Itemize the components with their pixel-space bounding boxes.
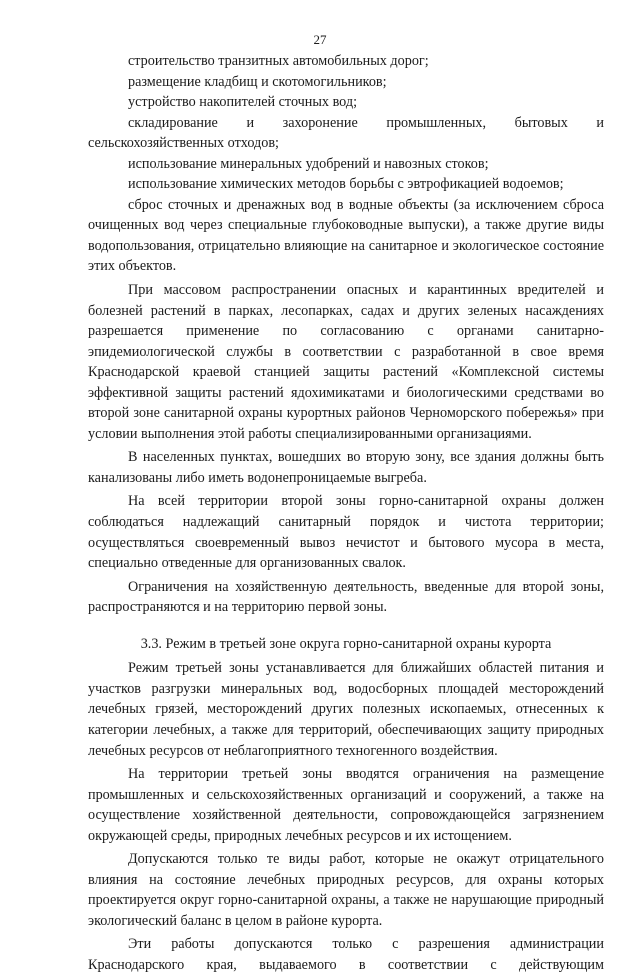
paragraph: Эти работы допускаются только с разрешения администрации Краснодарского края, выдаваемого в соответствии с действующим xyxy=(88,936,604,973)
document-body xyxy=(88,51,604,976)
paragraph: Ограничения на хозяйственную деятельность, введенные для второй зоны, распространяются и на территорию первой зоны. xyxy=(88,578,604,616)
paragraph: В населенных пунктах, вошедших во вторую зону, все здания должны быть канализованы либо иметь водонепроницаемые выгреба. xyxy=(88,449,604,486)
paragraph: Режим третьей зоны устанавливается для ближайших областей питания и участков разгрузки минеральных вод, водосборных площадей месторождений лечебных грязей, месторождений других полезных ископаемых, отнесенных к категории лечебных, а также для территорий, обеспечивающих защиту природных лечебных ресурсов от неблагоприятного техногенного воздействия. xyxy=(88,660,604,759)
paragraph: При массовом распространении опасных и карантинных вредителей и болезней растений в парках, лесопарках, садах и других зеленых насаждениях разрешается применение по согласованию с органами санитарно-эпидемиологической службы в соответствии с разработанной в свое время Краснодарской краевой станцией защиты растений «Комплексной системы эффективной защиты растений ядохимикатами и биологическими средствами во второй зоне санитарной охраны курортных районов Черноморского побережья» при условии выполнения этой работы специализированными организациями. xyxy=(88,282,604,442)
paragraph: На территории третьей зоны вводятся ограничения на размещение промышленных и сельскохозяйственных организаций и сооружений, а также на осуществление хозяйственной деятельности, сопровождающейся загрязнением окружающей среды, природных лечебных ресурсов и их истощением. xyxy=(88,766,604,844)
list-item: складирование и захоронение промышленных, бытовых и сельскохозяйственных отходов; xyxy=(88,114,604,152)
paragraph: На всей территории второй зоны горно-санитарной охраны должен соблюдаться надлежащий санитарный порядок и чистота территории; осуществляться своевременный вывоз нечистот и бытового мусора в места, специально отведенные для организованных свалок. xyxy=(88,493,604,572)
section-heading: 3.3. Режим в третьей зоне округа горно-санитарной охраны курорта xyxy=(140,635,552,652)
list-item: использование минеральных удобрений и навозных стоков; xyxy=(128,155,489,172)
list-item: сброс сточных и дренажных вод в водные объекты (за исключением сброса очищенных вод через специальные глубоководные выпуски), а также другие виды водопользования, отрицательно влияющие на санитарное и экологическое состояние этих объектов. xyxy=(88,196,604,275)
page-number: 27 xyxy=(313,32,327,47)
list-item: устройство накопителей сточных вод; xyxy=(128,94,358,111)
paragraph: Допускаются только те виды работ, которые не окажут отрицательного влияния на состояние лечебных природных ресурсов, для охраны которых проектируется округ горно-санитарной охраны, а также не нарушающие природный экологический баланс в целом в районе курорта. xyxy=(88,851,604,929)
list-item: использование химических методов борьбы с эвтрофикацией водоемов; xyxy=(128,176,564,193)
list-item: строительство транзитных автомобильных дорог; xyxy=(128,53,429,69)
list-item: размещение кладбищ и скотомогильников; xyxy=(128,73,387,90)
